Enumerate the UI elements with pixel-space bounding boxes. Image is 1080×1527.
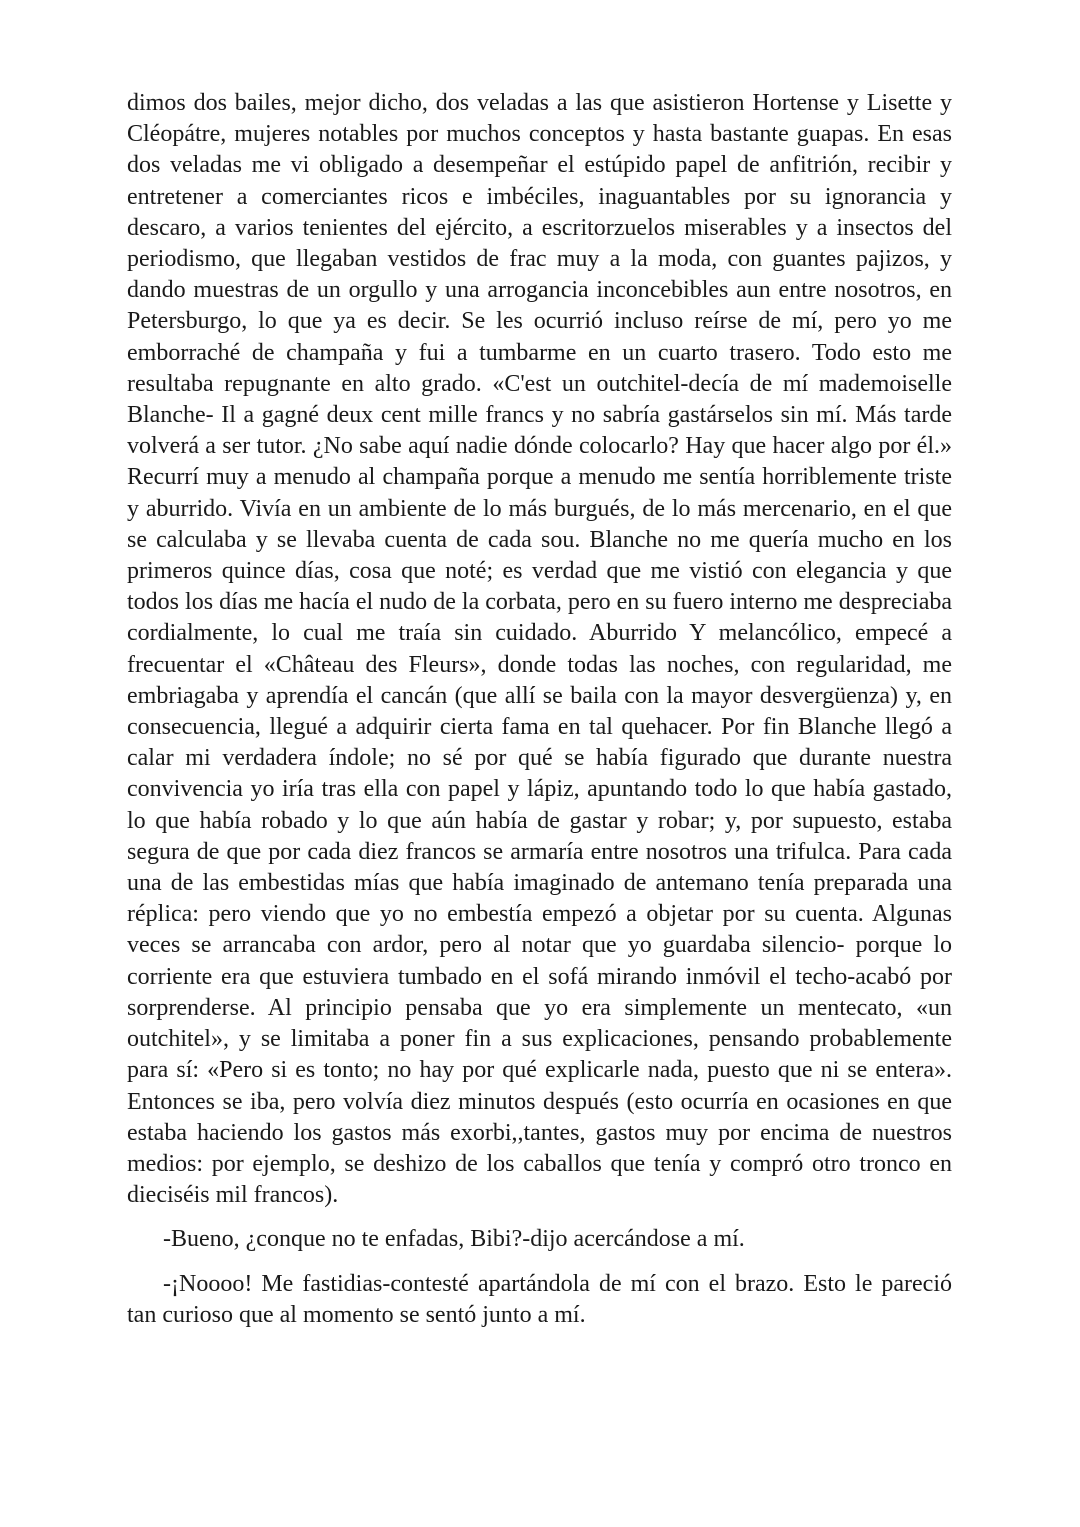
paragraph-1: dimos dos bailes, mejor dicho, dos veladas a las que asistieron Hortense y Lisette y Cléopátre, mujeres notables por muchos conceptos y hasta bastante guapas. En esas dos veladas me vi obligado a desempeñar el estúpido papel de anfitrión, recibir y entretener a comerciantes ricos e imbéciles, inaguantables por su ignorancia y descaro, a varios tenientes del ejército, a escritorzuelos miserables y a insectos del periodismo, que llegaban vestidos de frac muy a la moda, con guantes pajizos, y dando muestras de un orgullo y una arrogancia inconcebibles aun entre nosotros, en Petersburgo, lo que ya es decir. Se les ocurrió incluso reírse de mí, pero yo me emborraché de champaña y fui a tumbarme en un cuarto trasero. Todo esto me resultaba repugnante en alto grado. «C'est un outchitel-decía de mí mademoiselle Blanche- Il a gagné deux cent mille francs y no sabría gastárselos sin mí. Más tarde volverá a ser tutor. ¿No sabe aquí nadie dónde colocarlo? Hay que hacer algo por él.» Recurrí muy a menudo al champaña porque a menudo me sentía horriblemente triste y aburrido. Vivía en un ambiente de lo más burgués, de lo más mercenario, en el que se calculaba y se llevaba cuenta de cada sou. Blanche no me quería mucho en los primeros quince días, cosa que noté; es verdad que me vistió con elegancia y que todos los días me hacía el nudo de la corbata, pero en su fuero interno me despreciaba cordialmente, lo cual me traía sin cuidado. Aburrido Y melancólico, empecé a frecuentar el «Château des Fleurs», donde todas las noches, con regularidad, me embriagaba y aprendía el cancán (que allí se baila con la mayor desvergüenza) y, en consecuencia, llegué a adquirir cierta fama en tal quehacer. Por fin Blanche llegó a calar mi verdadera índole; no sé por qué se había figurado que durante nuestra convivencia yo iría tras ella con papel y lápiz, apuntando todo lo que había gastado, lo que había robado y lo que aún había de gastar y robar; y, por supuesto, estaba segura de que por cada diez francos se armaría entre nosotros una trifulca. Para cada una de las embestidas mías que había imaginado de antemano tenía preparada una réplica: pero viendo que yo no embestía empezó a objetar por su cuenta. Algunas veces se arrancaba con ardor, pero al notar que yo guardaba silencio- porque lo corriente era que estuviera tumbado en el sofá mirando inmóvil el techo-acabó por sorprenderse. Al principio pensaba que yo era simplemente un mentecato, «un outchitel», y se limitaba a poner fin a sus explicaciones, pensando probablemente para sí: «Pero si es tonto; no hay por qué explicarle nada, puesto que ni se entera». Entonces se iba, pero volvía diez minutos después (esto ocurría en ocasiones en que estaba haciendo los gastos más exorbi,,tantes, gastos muy por encima de nuestros medios: por ejemplo, se deshizo de los caballos que tenía y compró otro tronco en dieciséis mil francos).: [127, 90, 952, 1209]
paragraph-2: -Bueno, ¿conque no te enfadas, Bibi?-dijo acercándose a mí.: [163, 1226, 745, 1253]
paragraph-3: -¡Noooo! Me fastidias-contesté apartándola de mí con el brazo. Esto le pareció tan curioso que al momento se sentó junto a mí.: [127, 1270, 952, 1328]
body-text: [127, 88, 952, 1331]
